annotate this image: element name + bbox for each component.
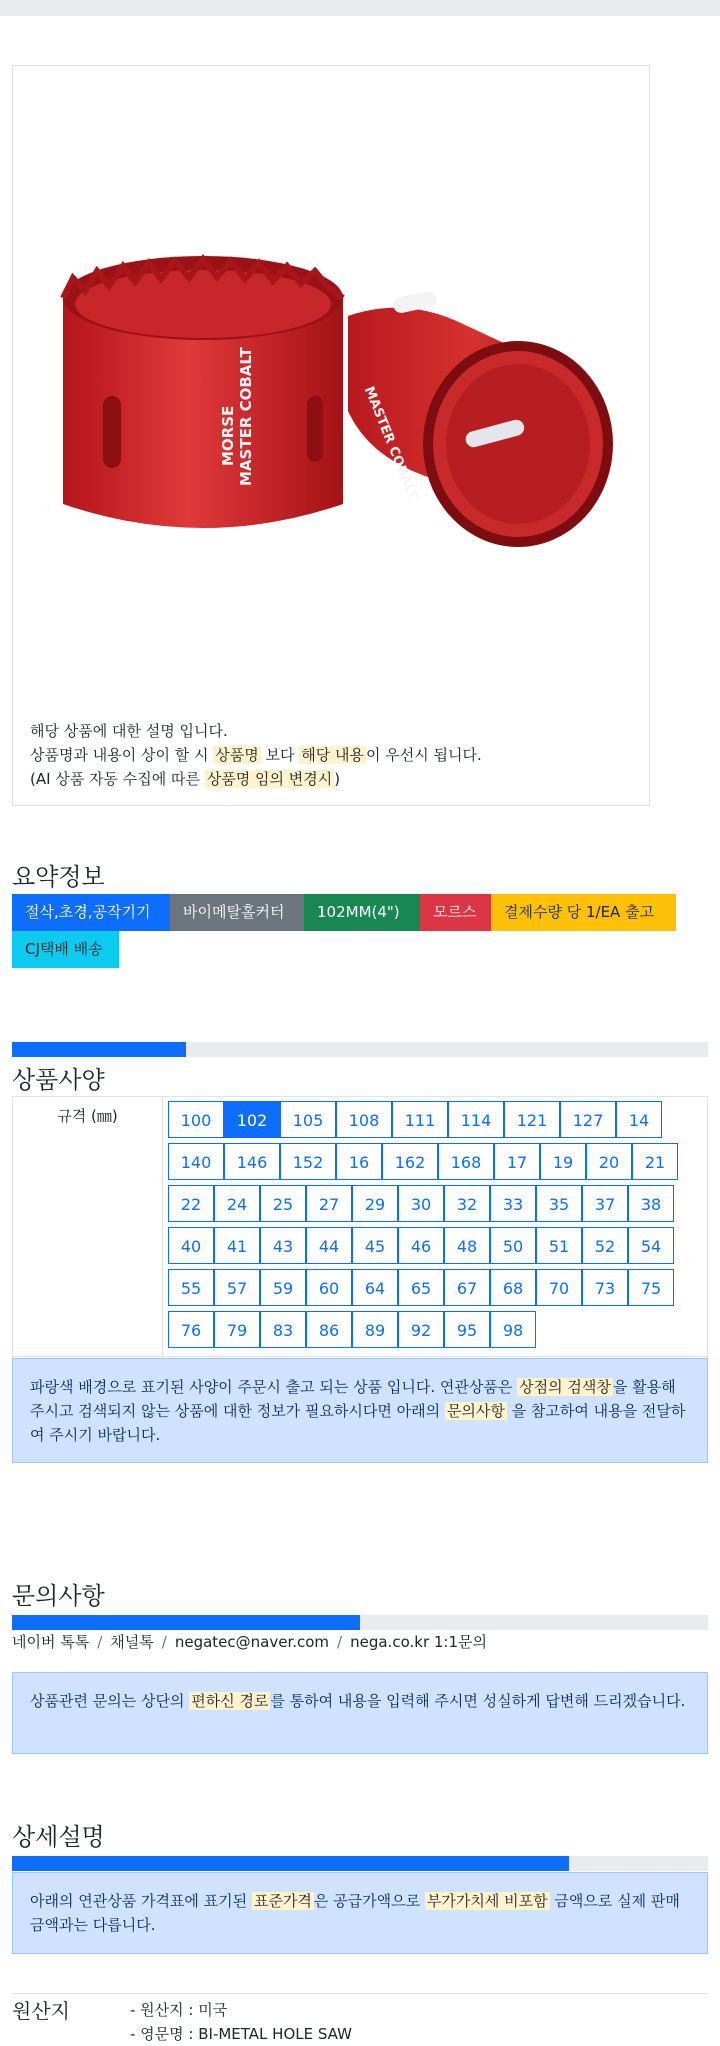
notice-highlight: 표준가격 — [253, 1892, 312, 1910]
spec-label: 규격 (㎜) — [13, 1097, 163, 1356]
description-line-3 — [30, 767, 482, 791]
spec-option-65[interactable]: 65 — [398, 1269, 444, 1306]
spec-option-38[interactable]: 38 — [628, 1185, 674, 1222]
summary-title: 요약정보 — [12, 863, 105, 891]
product-image — [13, 66, 651, 807]
spec-option-20[interactable]: 20 — [586, 1143, 632, 1180]
spec-option-32[interactable]: 32 — [444, 1185, 490, 1222]
description-text: 상품명과 내용이 상이 할 시 — [30, 746, 209, 764]
brand-text-left: MORSE — [219, 405, 237, 466]
detail-notice — [12, 1872, 708, 1954]
top-bar — [0, 0, 720, 16]
origin-country: - 원산지 : 미국 — [130, 2001, 228, 2019]
badge-size: 102MM(4") — [304, 894, 420, 931]
notice-text: 금액으로 실제 판매금액과는 다릅니다. — [30, 1892, 680, 1934]
notice-highlight: 부가가치세 비포함 — [426, 1892, 548, 1910]
description-text: (AI 상품 자동 수집에 따른 — [30, 770, 201, 788]
product-image-card — [12, 65, 650, 806]
spec-option-50[interactable]: 50 — [490, 1227, 536, 1264]
origin-english-name: - 영문명 : BI-METAL HOLE SAW — [130, 2025, 352, 2043]
description-highlight: 상품명 임의 변경시 — [206, 770, 333, 788]
spec-option-55[interactable]: 55 — [168, 1269, 214, 1306]
inquiry-progress — [12, 1615, 708, 1630]
spec-option-60[interactable]: 60 — [306, 1269, 352, 1306]
notice-text: 을 활용해 주시고 검색되지 않는 상품에 대한 정보가 필요하시다면 아래의 — [30, 1378, 676, 1420]
notice-text: 은 공급가액으로 — [313, 1892, 421, 1910]
spec-option-75[interactable]: 75 — [628, 1269, 674, 1306]
hole-saw-right — [348, 290, 608, 542]
spec-option-111[interactable]: 111 — [392, 1101, 448, 1138]
email-link[interactable]: negatec@naver.com — [174, 1633, 330, 1651]
spec-option-25[interactable]: 25 — [260, 1185, 306, 1222]
spec-option-52[interactable]: 52 — [582, 1227, 628, 1264]
description-line-2 — [30, 743, 482, 767]
spec-option-16[interactable]: 16 — [336, 1143, 382, 1180]
spec-option-24[interactable]: 24 — [214, 1185, 260, 1222]
spec-option-21[interactable]: 21 — [632, 1143, 678, 1180]
separator: / — [161, 1633, 167, 1651]
spec-option-105[interactable]: 105 — [280, 1101, 336, 1138]
spec-title: 상품사양 — [12, 1066, 105, 1094]
spec-option-73[interactable]: 73 — [582, 1269, 628, 1306]
spec-option-59[interactable]: 59 — [260, 1269, 306, 1306]
notice-highlight: 문의사항 — [446, 1402, 505, 1420]
spec-option-22[interactable]: 22 — [168, 1185, 214, 1222]
inquiry-notice — [12, 1672, 708, 1754]
origin-lines — [130, 1998, 352, 2046]
spec-option-57[interactable]: 57 — [214, 1269, 260, 1306]
naver-talktalk-link[interactable]: 네이버 톡톡 — [12, 1633, 90, 1651]
spec-option-76[interactable]: 76 — [168, 1311, 214, 1348]
spec-option-43[interactable]: 43 — [260, 1227, 306, 1264]
spec-option-95[interactable]: 95 — [444, 1311, 490, 1348]
spec-option-70[interactable]: 70 — [536, 1269, 582, 1306]
inquiry-progress-fill — [12, 1615, 360, 1630]
detail-progress — [12, 1856, 708, 1871]
badge-subcategory: 바이메탈홀커터 — [170, 894, 304, 931]
spec-option-29[interactable]: 29 — [352, 1185, 398, 1222]
spec-option-114[interactable]: 114 — [448, 1101, 504, 1138]
spec-progress-fill — [12, 1042, 186, 1057]
description-line-1: 해당 상품에 대한 설명 입니다. — [30, 722, 228, 740]
badge-delivery: CJ택배 배송 — [12, 931, 119, 968]
spec-option-33[interactable]: 33 — [490, 1185, 536, 1222]
spec-option-27[interactable]: 27 — [306, 1185, 352, 1222]
spec-option-51[interactable]: 51 — [536, 1227, 582, 1264]
hole-saw-left — [63, 256, 343, 528]
spec-option-44[interactable]: 44 — [306, 1227, 352, 1264]
spec-option-92[interactable]: 92 — [398, 1311, 444, 1348]
spec-option-89[interactable]: 89 — [352, 1311, 398, 1348]
contact-channels — [12, 1631, 487, 1652]
origin-title: 원산지 — [12, 1999, 70, 2023]
notice-text: 상품관련 문의는 상단의 — [30, 1692, 185, 1710]
site-inquiry-link[interactable]: nega.co.kr 1:1문의 — [350, 1633, 487, 1651]
spec-option-121[interactable]: 121 — [504, 1101, 560, 1138]
spec-option-102[interactable]: 102 — [224, 1101, 280, 1138]
notice-text: 을 참고하여 내용을 전달하여 주시기 바랍니다. — [30, 1402, 686, 1444]
spec-option-162[interactable]: 162 — [382, 1143, 438, 1180]
spec-option-86[interactable]: 86 — [306, 1311, 352, 1348]
detail-title: 상세설명 — [12, 1823, 105, 1851]
spec-option-83[interactable]: 83 — [260, 1311, 306, 1348]
spec-option-100[interactable]: 100 — [168, 1101, 224, 1138]
badge-category: 절삭,초경,공작기기 — [12, 894, 170, 931]
spec-option-30[interactable]: 30 — [398, 1185, 444, 1222]
brand-text-right: MASTER COBALT — [360, 384, 420, 502]
notice-text: 파랑색 배경으로 표기된 사양이 주문시 출고 되는 상품 입니다. 연관상품은 — [30, 1378, 513, 1396]
spec-option-146[interactable]: 146 — [224, 1143, 280, 1180]
inquiry-title: 문의사항 — [12, 1582, 105, 1610]
description-highlight: 상품명 — [215, 746, 259, 764]
detail-progress-fill — [12, 1856, 569, 1871]
spec-option-152[interactable]: 152 — [280, 1143, 336, 1180]
spec-notice — [12, 1358, 708, 1463]
model-text-left: MASTER COBALT — [237, 347, 255, 486]
description-text: ) — [334, 770, 341, 788]
spec-option-168[interactable]: 168 — [438, 1143, 494, 1180]
spec-option-64[interactable]: 64 — [352, 1269, 398, 1306]
spec-option-19[interactable]: 19 — [540, 1143, 586, 1180]
notice-highlight: 편하신 경로 — [191, 1692, 269, 1710]
spec-option-140[interactable]: 140 — [168, 1143, 224, 1180]
spec-option-46[interactable]: 46 — [398, 1227, 444, 1264]
badge-order-qty: 결제수량 당 1/EA 출고 — [491, 894, 676, 931]
badge-brand: 모르스 — [420, 894, 491, 931]
spec-table — [12, 1096, 708, 1357]
description-text: 이 우선시 됩니다. — [366, 746, 482, 764]
origin-section — [12, 1993, 708, 2043]
separator: / — [337, 1633, 343, 1651]
description-text: 보다 — [265, 746, 295, 764]
spec-progress — [12, 1042, 708, 1057]
notice-highlight: 상점의 검색창 — [519, 1378, 611, 1396]
spec-option-14[interactable]: 14 — [616, 1101, 662, 1138]
spec-option-68[interactable]: 68 — [490, 1269, 536, 1306]
spec-option-48[interactable]: 48 — [444, 1227, 490, 1264]
spec-option-35[interactable]: 35 — [536, 1185, 582, 1222]
separator: / — [97, 1633, 103, 1651]
notice-text: 아래의 연관상품 가격표에 표기된 — [30, 1892, 248, 1910]
spec-option-40[interactable]: 40 — [168, 1227, 214, 1264]
spec-option-108[interactable]: 108 — [336, 1101, 392, 1138]
spec-option-41[interactable]: 41 — [214, 1227, 260, 1264]
spec-option-79[interactable]: 79 — [214, 1311, 260, 1348]
spec-option-37[interactable]: 37 — [582, 1185, 628, 1222]
notice-text: 를 통하여 내용을 입력해 주시면 성실하게 답변해 드리겠습니다. — [270, 1692, 686, 1710]
description-highlight: 해당 내용 — [301, 746, 365, 764]
channel-talk-link[interactable]: 채널톡 — [110, 1633, 154, 1651]
spec-option-54[interactable]: 54 — [628, 1227, 674, 1264]
spec-option-67[interactable]: 67 — [444, 1269, 490, 1306]
spec-option-127[interactable]: 127 — [560, 1101, 616, 1138]
spec-option-98[interactable]: 98 — [490, 1311, 536, 1348]
spec-option-17[interactable]: 17 — [494, 1143, 540, 1180]
product-description — [30, 719, 482, 791]
spec-option-45[interactable]: 45 — [352, 1227, 398, 1264]
